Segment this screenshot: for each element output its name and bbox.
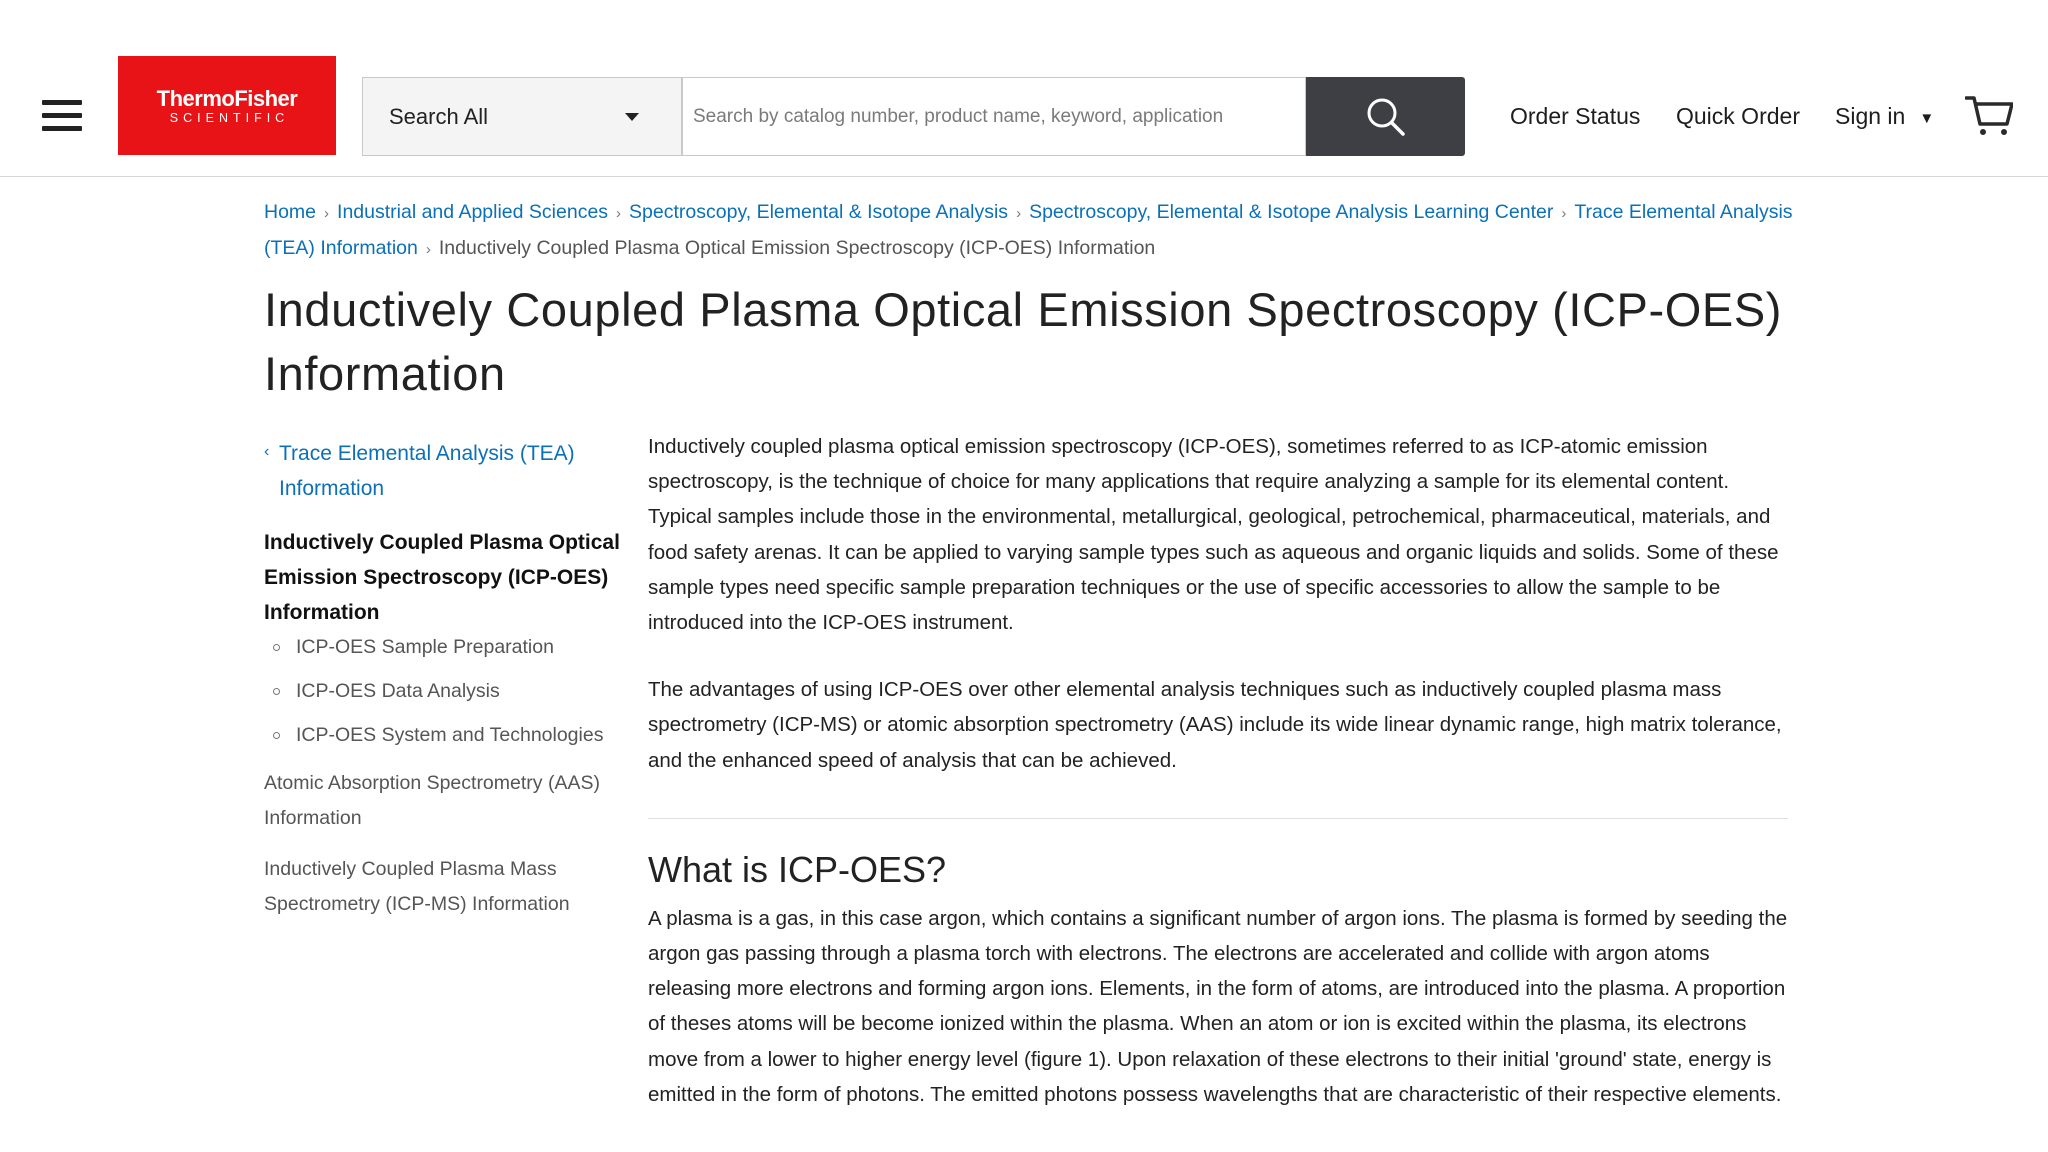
breadcrumb-current: Inductively Coupled Plasma Optical Emission Spectroscopy (ICP-OES) Information xyxy=(438,237,1156,259)
sidebar-item-data-analysis[interactable]: ICP-OES Data Analysis xyxy=(264,678,629,704)
order-status-link[interactable]: Order Status xyxy=(1510,103,1641,129)
intro-paragraph: Inductively coupled plasma optical emission spectroscopy (ICP-OES), sometimes referred to as ICP-atomic emission spectroscopy, is the technique of choice for many applications that require analyzing a sample for its elemental content. Typical samples include those in the environmental, metallurgical, geological, petrochemical, pharmaceutical, materials, and food safety arenas. It can be applied to varying sample types such as aqueous and organic liquids and solids. Some of these sample types need specific sample preparation techniques or the use of specific accessories to allow the sample to be introduced into the ICP-OES instrument. xyxy=(648,435,1779,635)
sidebar-current-item: Inductively Coupled Plasma Optical Emission Spectroscopy (ICP-OES) Information xyxy=(264,531,620,624)
page-title: Inductively Coupled Plasma Optical Emission Spectroscopy (ICP-OES) Information xyxy=(264,283,1783,400)
section-divider xyxy=(648,818,1788,819)
advantages-paragraph: The advantages of using ICP-OES over other elemental analysis techniques such as inductively coupled plasma mass spectrometry (ICP-MS) or atomic absorption spectrometry (AAS) include its wide linear dynamic range, high matrix tolerance, and the enhanced speed of analysis that can be achieved. xyxy=(648,678,1782,772)
logo-subtext: SCIENTIFIC xyxy=(169,110,290,125)
breadcrumb-separator: › xyxy=(1016,205,1022,222)
site-header xyxy=(0,0,2048,177)
breadcrumb xyxy=(264,195,1804,267)
sign-in-label: Sign in xyxy=(1835,103,1906,129)
search-icon xyxy=(1366,97,1406,137)
cart-icon[interactable] xyxy=(1965,94,2013,138)
breadcrumb-link-spectroscopy[interactable]: Spectroscopy, Elemental & Isotope Analysis xyxy=(629,201,1009,223)
breadcrumb-separator: › xyxy=(324,205,330,222)
breadcrumb-link-tea[interactable]: Trace Elemental Analysis (TEA) Information xyxy=(264,201,1793,259)
search-button[interactable] xyxy=(1306,77,1465,156)
caret-down-icon: ▼ xyxy=(1919,110,1935,127)
breadcrumb-link-learning-center[interactable]: Spectroscopy, Elemental & Isotope Analysis Learning Center xyxy=(1029,201,1554,223)
section-heading: What is ICP-OES? xyxy=(648,848,947,890)
chevron-down-icon xyxy=(625,113,639,121)
sidebar-item-icp-ms[interactable]: Inductively Coupled Plasma Mass Spectrometry (ICP-MS) Information xyxy=(264,858,570,915)
thermo-fisher-logo[interactable] xyxy=(118,56,336,155)
chevron-left-icon: ‹ xyxy=(264,443,270,460)
sidebar-item-sample-preparation[interactable]: ICP-OES Sample Preparation xyxy=(264,634,629,660)
breadcrumb-separator: › xyxy=(1561,205,1567,222)
search-category-label: Search All xyxy=(389,103,489,129)
sidebar-sublist xyxy=(264,634,629,748)
sign-in-link[interactable] xyxy=(1835,103,1934,130)
plasma-paragraph: A plasma is a gas, in this case argon, which contains a significant number of argon ions. The plasma is formed by seeding the argon gas passing through a plasma torch with electrons. The electrons are accelerated and collide with argon atoms releasing more electrons and forming argon ions. Elements, in the form of atoms, are introduced into the plasma. A proportion of theses atoms will be become ionized within the plasma. When an atom or ion is excited within the plasma, its electrons move from a lower to higher energy level (figure 1). Upon relaxation of these electrons to their initial 'ground' state, energy is emitted in the form of photons. The emitted photons possess wavelengths that are characteristic of their respective elements. xyxy=(648,906,1788,1106)
sidebar-back-link[interactable] xyxy=(264,436,629,506)
main-content xyxy=(648,429,1788,1112)
breadcrumb-separator: › xyxy=(425,241,431,258)
hamburger-menu-icon[interactable] xyxy=(42,100,86,132)
sidebar-item-system-technologies[interactable]: ICP-OES System and Technologies xyxy=(264,722,629,748)
search-input[interactable] xyxy=(681,77,1306,156)
logo-wordmark: ThermoFisher xyxy=(156,85,298,111)
breadcrumb-separator: › xyxy=(616,205,622,222)
breadcrumb-link-industrial[interactable]: Industrial and Applied Sciences xyxy=(337,201,609,223)
quick-order-link[interactable]: Quick Order xyxy=(1676,103,1800,129)
sidebar-item-aas[interactable]: Atomic Absorption Spectrometry (AAS) Information xyxy=(264,772,600,829)
breadcrumb-link-home[interactable]: Home xyxy=(264,201,317,223)
sidebar-back-label: Trace Elemental Analysis (TEA) Information xyxy=(279,442,575,500)
sidebar-nav xyxy=(264,436,629,922)
search-category-select[interactable] xyxy=(362,77,681,156)
